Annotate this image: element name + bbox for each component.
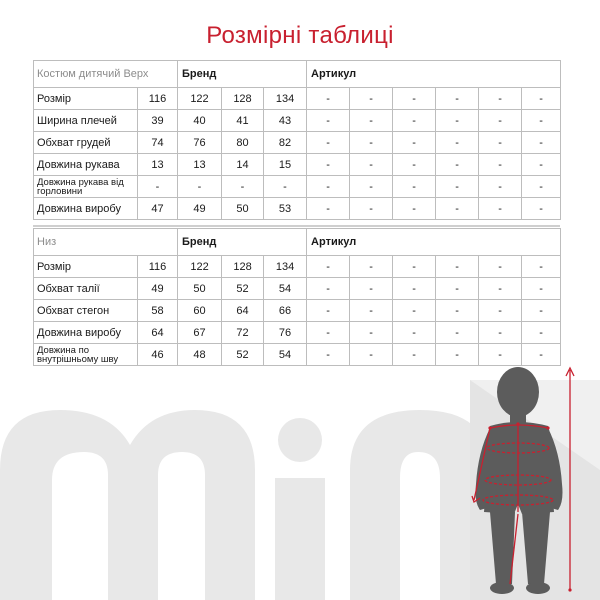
row-label: Розмір [34, 256, 138, 278]
table-cell: 40 [178, 110, 222, 132]
row-label: Розмір [34, 88, 138, 110]
table-cell: 66 [264, 300, 307, 322]
table-cell: - [307, 176, 350, 198]
table-cell: 47 [138, 198, 178, 220]
table-row [34, 110, 561, 132]
table-cell: - [393, 344, 436, 366]
table-row [34, 322, 561, 344]
table-cell: - [479, 110, 522, 132]
table-separator [33, 225, 560, 227]
table-cell: - [522, 176, 561, 198]
table-cell: 13 [178, 154, 222, 176]
table-cell: - [350, 110, 393, 132]
table-cell: - [479, 278, 522, 300]
table-cell: 134 [264, 256, 307, 278]
bottom-brand-label: Бренд [178, 229, 307, 256]
table-cell: 116 [138, 88, 178, 110]
bottom-group-label: Низ [34, 229, 178, 256]
table-row [34, 198, 561, 220]
table-cell: - [436, 154, 479, 176]
table-cell: - [350, 322, 393, 344]
table-cell: 128 [222, 256, 264, 278]
table-cell: - [479, 198, 522, 220]
table-cell: - [350, 154, 393, 176]
table-cell: - [393, 132, 436, 154]
table-cell: - [350, 344, 393, 366]
table-cell: 128 [222, 88, 264, 110]
table-cell: 49 [178, 198, 222, 220]
table-cell: 134 [264, 88, 307, 110]
table-cell: - [436, 110, 479, 132]
table-cell: 60 [178, 300, 222, 322]
table-cell: - [307, 322, 350, 344]
table-cell: - [307, 198, 350, 220]
table-cell: - [393, 176, 436, 198]
table-cell: 58 [138, 300, 178, 322]
table-cell: 80 [222, 132, 264, 154]
table-cell: - [307, 88, 350, 110]
table-cell: 13 [138, 154, 178, 176]
table-row [34, 132, 561, 154]
table-cell: 74 [138, 132, 178, 154]
table-cell: 64 [138, 322, 178, 344]
table-cell: - [436, 176, 479, 198]
table-cell: 76 [178, 132, 222, 154]
table-row [34, 344, 561, 366]
bottom-table-header-row [34, 229, 561, 256]
table-row [34, 256, 561, 278]
table-cell: 15 [264, 154, 307, 176]
table-cell: - [350, 256, 393, 278]
table-cell: - [479, 256, 522, 278]
row-label: Довжина по внутрішньому шву [34, 344, 138, 366]
table-cell: 67 [178, 322, 222, 344]
table-cell: - [436, 322, 479, 344]
top-group-label: Костюм дитячий Верх [34, 61, 178, 88]
table-cell: - [522, 110, 561, 132]
table-cell: 50 [222, 198, 264, 220]
table-cell: 46 [138, 344, 178, 366]
table-cell: - [522, 154, 561, 176]
table-cell: - [522, 132, 561, 154]
table-cell: 64 [222, 300, 264, 322]
table-cell: - [436, 132, 479, 154]
table-cell: 53 [264, 198, 307, 220]
row-label: Довжина рукава від горловини [34, 176, 138, 198]
row-label: Довжина виробу [34, 198, 138, 220]
row-label: Довжина виробу [34, 322, 138, 344]
table-cell: - [393, 198, 436, 220]
top-size-table [33, 60, 561, 220]
table-cell: - [436, 344, 479, 366]
table-cell: - [350, 300, 393, 322]
table-cell: 52 [222, 278, 264, 300]
table-cell: 54 [264, 278, 307, 300]
table-row [34, 278, 561, 300]
table-cell: 72 [222, 322, 264, 344]
table-cell: 48 [178, 344, 222, 366]
table-row [34, 300, 561, 322]
row-label: Ширина плечей [34, 110, 138, 132]
top-table-header-row [34, 61, 561, 88]
table-cell: - [436, 300, 479, 322]
table-cell: 39 [138, 110, 178, 132]
table-cell: - [393, 322, 436, 344]
table-cell: - [522, 198, 561, 220]
table-cell: 122 [178, 88, 222, 110]
table-cell: - [222, 176, 264, 198]
table-cell: - [436, 278, 479, 300]
row-label: Обхват грудей [34, 132, 138, 154]
bottom-size-table [33, 228, 561, 366]
table-cell: - [307, 132, 350, 154]
table-cell: - [522, 300, 561, 322]
table-row [34, 176, 561, 198]
table-cell: 41 [222, 110, 264, 132]
row-label: Довжина рукава [34, 154, 138, 176]
table-cell: - [479, 322, 522, 344]
table-cell: - [350, 278, 393, 300]
table-cell: - [350, 132, 393, 154]
table-cell: - [264, 176, 307, 198]
table-cell: 82 [264, 132, 307, 154]
table-cell: - [350, 176, 393, 198]
table-cell: - [307, 300, 350, 322]
table-cell: - [307, 344, 350, 366]
table-cell: 116 [138, 256, 178, 278]
table-cell: 43 [264, 110, 307, 132]
table-cell: 52 [222, 344, 264, 366]
table-cell: - [393, 278, 436, 300]
table-cell: - [307, 110, 350, 132]
row-label: Обхват талії [34, 278, 138, 300]
table-cell: - [479, 88, 522, 110]
table-cell: 76 [264, 322, 307, 344]
table-cell: - [436, 88, 479, 110]
table-cell: 122 [178, 256, 222, 278]
page-title: Розмірні таблиці [206, 22, 394, 49]
table-cell: - [138, 176, 178, 198]
table-cell: - [436, 256, 479, 278]
table-cell: - [393, 154, 436, 176]
table-cell: - [350, 198, 393, 220]
child-measurement-figure-icon [460, 362, 590, 598]
table-cell: - [307, 256, 350, 278]
table-cell: - [307, 154, 350, 176]
table-cell: - [479, 300, 522, 322]
table-cell: - [479, 154, 522, 176]
table-cell: - [307, 278, 350, 300]
table-cell: - [436, 198, 479, 220]
bottom-article-label: Артикул [307, 229, 561, 256]
table-cell: - [479, 344, 522, 366]
table-cell: - [522, 88, 561, 110]
table-cell: 54 [264, 344, 307, 366]
table-cell: - [393, 88, 436, 110]
table-cell: - [178, 176, 222, 198]
table-cell: - [522, 278, 561, 300]
table-cell: - [393, 256, 436, 278]
top-brand-label: Бренд [178, 61, 307, 88]
table-cell: - [522, 256, 561, 278]
table-cell: - [522, 322, 561, 344]
table-cell: - [479, 132, 522, 154]
row-label: Обхват стегон [34, 300, 138, 322]
table-cell: 14 [222, 154, 264, 176]
table-cell: - [522, 344, 561, 366]
table-cell: 49 [138, 278, 178, 300]
table-cell: 50 [178, 278, 222, 300]
table-row [34, 88, 561, 110]
table-row [34, 154, 561, 176]
table-cell: - [393, 110, 436, 132]
table-cell: - [393, 300, 436, 322]
table-cell: - [350, 88, 393, 110]
table-cell: - [479, 176, 522, 198]
top-article-label: Артикул [307, 61, 561, 88]
